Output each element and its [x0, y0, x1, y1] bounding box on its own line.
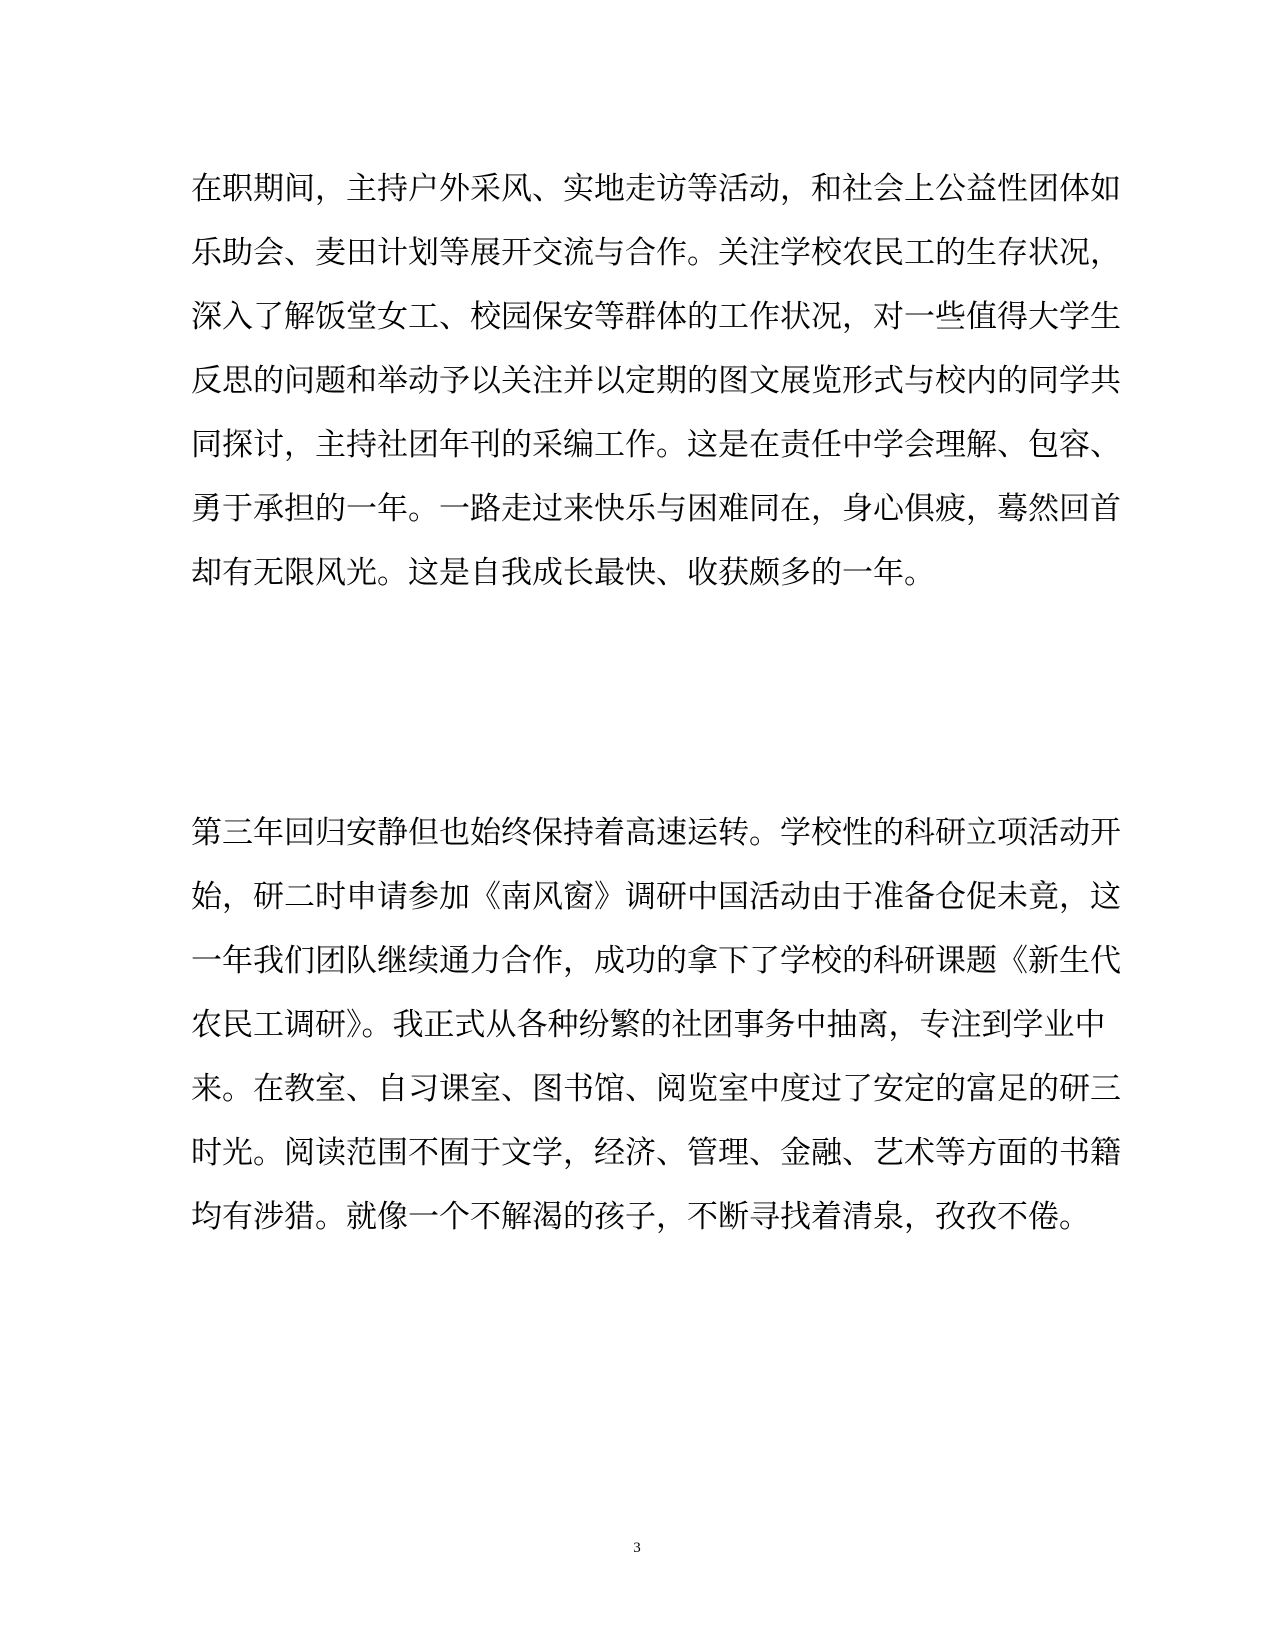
- text-line: 勇于承担的一年。一路走过来快乐与困难同在，身心俱疲，蓦然回首: [191, 491, 1121, 527]
- text-line: 一年我们团队继续通力合作，成功的拿下了学校的科研课题《新生代: [191, 943, 1121, 979]
- text-line: 始，研二时申请参加《南风窗》调研中国活动由于准备仓促未竟，这: [191, 879, 1121, 915]
- text-line: 来。在教室、自习课室、图书馆、阅览室中度过了安定的富足的研三: [191, 1071, 1121, 1107]
- text-line: 深入了解饭堂女工、校园保安等群体的工作状况，对一些值得大学生: [191, 299, 1121, 335]
- text-line: 第三年回归安静但也始终保持着高速运转。学校性的科研立项活动开: [191, 815, 1121, 851]
- text-line: 农民工调研》。我正式从各种纷繁的社团事务中抽离，专注到学业中: [191, 1007, 1106, 1043]
- text-line: 均有涉猎。就像一个不解渴的孩子，不断寻找着清泉，孜孜不倦。: [191, 1199, 1090, 1235]
- text-line: 乐助会、麦田计划等展开交流与合作。关注学校农民工的生存状况，: [191, 235, 1121, 271]
- text-line: 时光。阅读范围不囿于文学，经济、管理、金融、艺术等方面的书籍: [191, 1135, 1121, 1171]
- page-number: 3: [633, 1540, 641, 1556]
- paragraph-2: [191, 801, 1121, 1249]
- text-line: 反思的问题和举动予以关注并以定期的图文展览形式与校内的同学共: [191, 363, 1121, 399]
- text-line: 同探讨，主持社团年刊的采编工作。这是在责任中学会理解、包容、: [191, 427, 1121, 463]
- text-line: 在职期间，主持户外采风、实地走访等活动，和社会上公益性团体如: [191, 171, 1121, 207]
- text-line: 却有无限风光。这是自我成长最快、收获颇多的一年。: [191, 555, 935, 591]
- paragraph-1: [191, 157, 1121, 605]
